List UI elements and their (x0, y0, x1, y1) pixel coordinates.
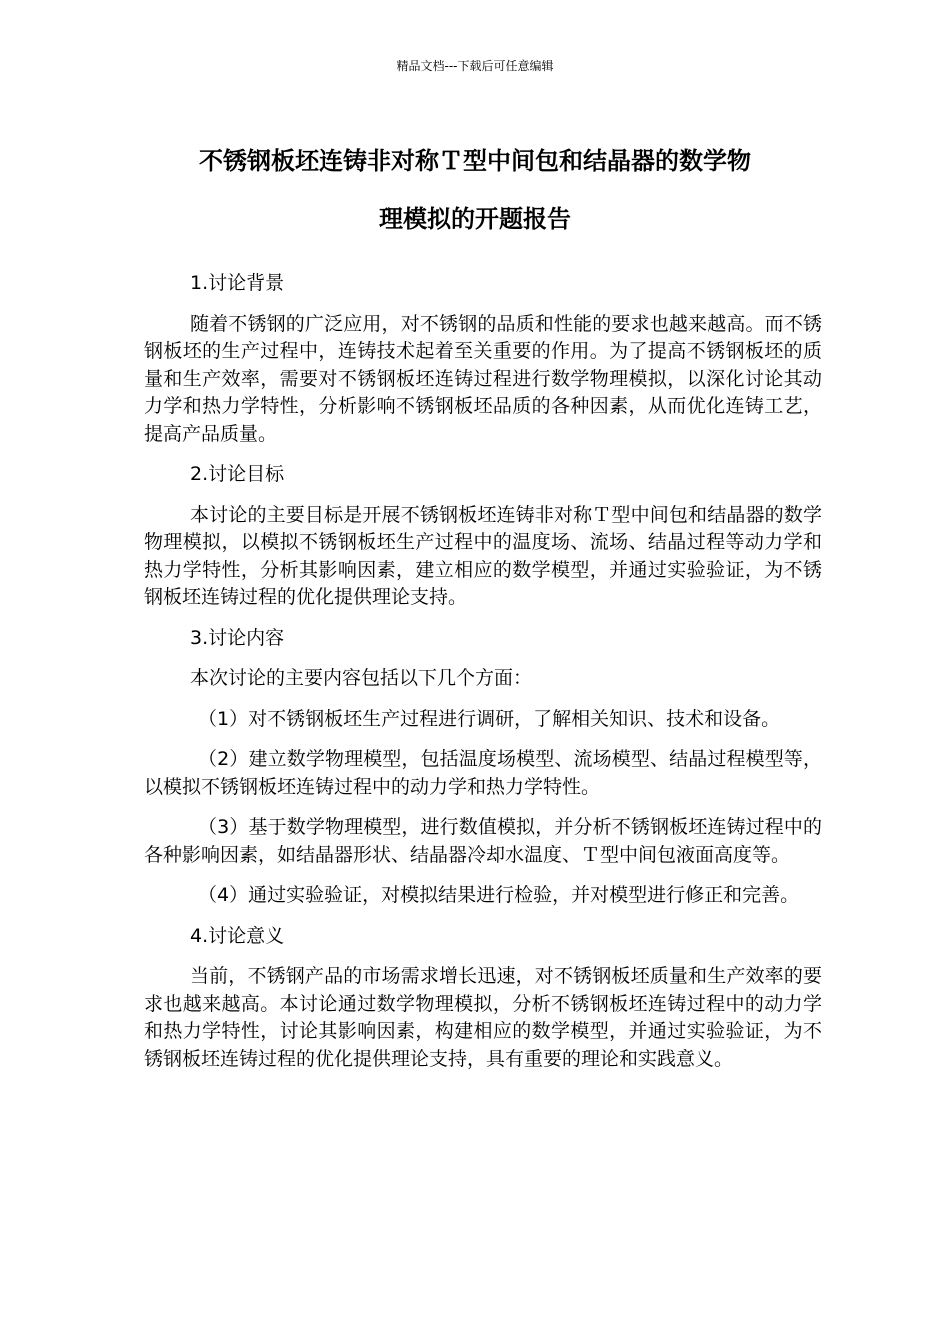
title-line-1: 不锈钢板坯连铸非对称Ｔ型中间包和结晶器的数学物 (199, 147, 751, 175)
section-objectives (144, 461, 822, 612)
section-background (144, 270, 822, 448)
section-heading: 2.讨论目标 (190, 463, 285, 485)
title-line-2: 理模拟的开题报告 (379, 205, 571, 233)
section-heading: 4.讨论意义 (190, 924, 285, 947)
list-item: （1）对不锈钢板坯生产过程进行调研，了解相关知识、技术和设备。 (198, 707, 781, 730)
section-content (144, 625, 822, 910)
list-item: （2）建立数学物理模型，包括温度场模型、流场模型、结晶过程模型等，以模拟不锈钢板坯连铸过程中的动力学和热力学特性。 (144, 748, 822, 798)
list-item: （3）基于数学物理模型，进行数值模拟，并分析不锈钢板坯连铸过程中的各种影响因素，如结晶器形状、结晶器冷却水温度、Ｔ型中间包液面高度等。 (144, 816, 822, 866)
document-body (144, 270, 822, 1086)
section-paragraph: 本讨论的主要目标是开展不锈钢板坯连铸非对称Ｔ型中间包和结晶器的数学物理模拟，以模拟不锈钢板坯生产过程中的温度场、流场、结晶过程等动力学和热力学特性，分析其影响因素，建立相应的数学模型，并通过实验验证，为不锈钢板坯连铸过程的优化提供理论支持。 (144, 503, 822, 608)
section-heading: 3.讨论内容 (190, 626, 285, 649)
section-intro: 本次讨论的主要内容包括以下几个方面： (190, 667, 533, 689)
page-header: 精品文档---下载后可任意编辑 (396, 59, 554, 73)
document-title (120, 132, 830, 248)
section-paragraph: 当前，不锈钢产品的市场需求增长迅速，对不锈钢板坯质量和生产效率的要求也越来越高。本讨论通过数学物理模拟，分析不锈钢板坯连铸过程中的动力学和热力学特性，讨论其影响因素，构建相应的数学模型，并通过实验验证，为不锈钢板坯连铸过程的优化提供理论支持，具有重要的理论和实践意义。 (144, 965, 822, 1070)
section-paragraph: 随着不锈钢的广泛应用，对不锈钢的品质和性能的要求也越来越高。而不锈钢板坯的生产过程中，连铸技术起着至关重要的作用。为了提高不锈钢板坯的质量和生产效率，需要对不锈钢板坯连铸过程进行数学物理模拟，以深化讨论其动力学和热力学特性，分析影响不锈钢板坯品质的各种因素，从而优化连铸工艺，提高产品质量。 (144, 312, 822, 445)
section-significance (144, 923, 822, 1074)
list-item: （4）通过实验验证，对模拟结果进行检验，并对模型进行修正和完善。 (198, 884, 800, 906)
section-heading: 1.讨论背景 (190, 272, 285, 294)
